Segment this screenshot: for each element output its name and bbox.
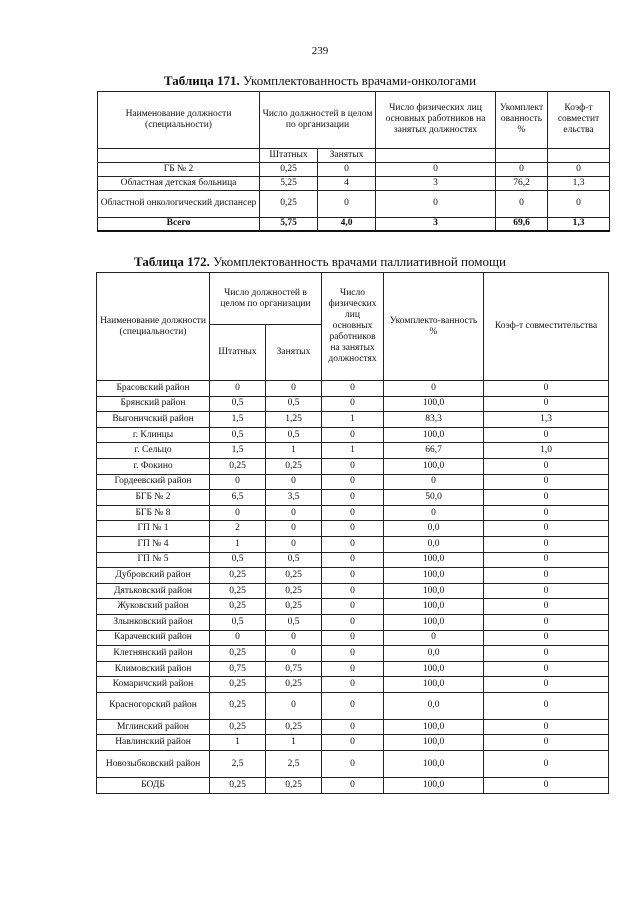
cell-staff: 0,25	[260, 190, 318, 217]
cell-name: ГБ № 2	[98, 162, 260, 176]
cell-filled: 0	[266, 646, 322, 662]
cell-coef: 0	[484, 751, 609, 778]
cell-filled: 0,5	[266, 396, 322, 412]
cell-filled: 0	[318, 162, 376, 176]
cell-persons: 0	[322, 427, 384, 443]
header-pct: Укомплект ованность %	[496, 92, 548, 149]
table-row	[97, 583, 609, 599]
cell-name: БОДБ	[97, 778, 210, 794]
cell-pct: 100,0	[384, 778, 484, 794]
cell-name: Навлинский район	[97, 735, 210, 751]
cell-filled: 4	[318, 176, 376, 190]
cell-pct: 100,0	[384, 751, 484, 778]
cell-staff: 1	[210, 735, 266, 751]
cell-persons: 0	[322, 568, 384, 584]
cell-persons: 0	[322, 735, 384, 751]
cell-filled: 1,25	[266, 412, 322, 428]
table-row	[97, 505, 609, 521]
cell-name: Клетнянский район	[97, 646, 210, 662]
cell-coef: 0	[484, 505, 609, 521]
cell-name: Комаричский район	[97, 677, 210, 693]
table-172-caption-number: Таблица 172.	[134, 254, 210, 269]
cell-staff: 0	[210, 505, 266, 521]
table-row	[97, 599, 609, 615]
table-171-caption	[0, 73, 640, 89]
header-persons: Число физических лиц основных работников на занятых должностях	[322, 273, 384, 381]
table-row	[98, 176, 610, 190]
cell-coef: 0	[484, 521, 609, 537]
cell-pct: 100,0	[384, 396, 484, 412]
cell-coef: 0	[484, 630, 609, 646]
cell-coef: 0	[484, 568, 609, 584]
table-172	[96, 272, 609, 794]
page-number: 239	[311, 45, 329, 57]
cell-name: Злынковский район	[97, 614, 210, 630]
header-name: Наименование должности (специальности)	[98, 92, 260, 149]
total-row	[98, 217, 610, 231]
cell-persons: 0	[322, 646, 384, 662]
cell-coef: 1,0	[484, 443, 609, 459]
cell-filled: 0	[318, 190, 376, 217]
cell-staff: 0,25	[210, 599, 266, 615]
cell-persons: 0	[322, 614, 384, 630]
cell-staff: 0	[210, 630, 266, 646]
cell-staff: 1,5	[210, 443, 266, 459]
cell-staff: 0,25	[260, 162, 318, 176]
table-171	[97, 91, 610, 232]
table-row	[97, 630, 609, 646]
cell-filled: 0	[266, 692, 322, 719]
cell-filled: 1	[266, 735, 322, 751]
cell-pct: 100,0	[384, 583, 484, 599]
cell-coef: 1,3	[548, 217, 610, 231]
cell-filled: 0	[266, 474, 322, 490]
cell-pct: 66,7	[384, 443, 484, 459]
cell-filled: 0,25	[266, 778, 322, 794]
cell-name: БГБ № 8	[97, 505, 210, 521]
cell-pct: 0	[496, 190, 548, 217]
header-blank	[98, 148, 260, 162]
cell-persons: 1	[322, 412, 384, 428]
cell-staff: 6,5	[210, 490, 266, 506]
cell-staff: 0	[210, 474, 266, 490]
table-172-body	[97, 381, 609, 794]
cell-persons: 0	[322, 505, 384, 521]
table-row	[97, 778, 609, 794]
cell-filled: 0,75	[266, 661, 322, 677]
cell-persons: 3	[376, 176, 496, 190]
cell-pct: 0,0	[384, 692, 484, 719]
cell-filled: 0,25	[266, 677, 322, 693]
cell-staff: 0,25	[210, 778, 266, 794]
cell-pct: 100,0	[384, 458, 484, 474]
table-row	[97, 614, 609, 630]
cell-staff: 2	[210, 521, 266, 537]
cell-persons: 0	[322, 490, 384, 506]
cell-pct: 0,0	[384, 521, 484, 537]
cell-coef: 0	[484, 599, 609, 615]
cell-coef: 0	[484, 778, 609, 794]
cell-name: ГП № 4	[97, 536, 210, 552]
cell-name: г. Клинцы	[97, 427, 210, 443]
cell-coef: 0	[484, 661, 609, 677]
cell-staff: 0	[210, 381, 266, 397]
cell-pct: 83,3	[384, 412, 484, 428]
cell-filled: 0,5	[266, 614, 322, 630]
table-row	[97, 735, 609, 751]
cell-filled: 0	[266, 521, 322, 537]
table-row	[98, 162, 610, 176]
header-persons: Число физических лиц основных работников на занятых должностях	[376, 92, 496, 149]
table-172-caption-title: Укомплектованность врачами паллиативной помощи	[209, 254, 506, 269]
cell-filled: 0,5	[266, 552, 322, 568]
cell-pct: 100,0	[384, 719, 484, 735]
table-171-caption-title: Укомплектованность врачами-онкологами	[239, 73, 477, 88]
cell-name: ГП № 5	[97, 552, 210, 568]
cell-filled: 0,25	[266, 458, 322, 474]
cell-pct: 100,0	[384, 599, 484, 615]
cell-coef: 1,3	[548, 176, 610, 190]
cell-pct: 0	[496, 162, 548, 176]
cell-staff: 0,5	[210, 396, 266, 412]
cell-persons: 0	[322, 536, 384, 552]
cell-pct: 69,6	[496, 217, 548, 231]
cell-filled: 0	[266, 536, 322, 552]
cell-coef: 0	[484, 692, 609, 719]
cell-name: Мглинский район	[97, 719, 210, 735]
cell-coef: 0	[484, 474, 609, 490]
header-positions: Число должностей в целом по организации	[260, 92, 376, 148]
table-row	[97, 396, 609, 412]
cell-pct: 100,0	[384, 552, 484, 568]
table-row	[97, 381, 609, 397]
cell-persons: 0	[322, 583, 384, 599]
cell-filled: 2,5	[266, 751, 322, 778]
header-filled: Занятых	[266, 325, 322, 381]
table-row	[97, 661, 609, 677]
cell-filled: 3,5	[266, 490, 322, 506]
cell-name: г. Сельцо	[97, 443, 210, 459]
cell-staff: 1	[210, 536, 266, 552]
cell-staff: 2,5	[210, 751, 266, 778]
cell-name: г. Фокино	[97, 458, 210, 474]
cell-persons: 0	[322, 458, 384, 474]
cell-name: Дубровский район	[97, 568, 210, 584]
cell-staff: 1,5	[210, 412, 266, 428]
cell-staff: 0,25	[210, 677, 266, 693]
cell-coef: 0	[484, 719, 609, 735]
cell-filled: 0,5	[266, 427, 322, 443]
cell-coef: 0	[484, 396, 609, 412]
cell-name: Жуковский район	[97, 599, 210, 615]
cell-persons: 0	[376, 190, 496, 217]
cell-persons: 0	[322, 692, 384, 719]
table-row	[97, 458, 609, 474]
cell-persons: 0	[322, 661, 384, 677]
cell-filled: 1	[266, 443, 322, 459]
cell-coef: 0	[484, 458, 609, 474]
header-filled: Занятых	[318, 148, 376, 162]
cell-filled: 4,0	[318, 217, 376, 231]
cell-persons: 0	[322, 552, 384, 568]
cell-name: Карачевский район	[97, 630, 210, 646]
cell-coef: 1,3	[484, 412, 609, 428]
cell-staff: 0,5	[210, 427, 266, 443]
table-row	[97, 536, 609, 552]
cell-persons: 0	[322, 677, 384, 693]
cell-persons: 0	[376, 162, 496, 176]
cell-persons: 0	[322, 630, 384, 646]
cell-name: Новозыбковский район	[97, 751, 210, 778]
table-row	[97, 692, 609, 719]
cell-staff: 0,5	[210, 614, 266, 630]
cell-staff: 0,5	[210, 552, 266, 568]
header-staff: Штатных	[260, 148, 318, 162]
cell-staff: 0,25	[210, 719, 266, 735]
cell-coef: 0	[484, 536, 609, 552]
cell-name: Областной онкологический диспансер	[98, 190, 260, 217]
table-row	[97, 427, 609, 443]
cell-name: Дятьковский район	[97, 583, 210, 599]
table-row	[97, 552, 609, 568]
cell-name: Выгоничский район	[97, 412, 210, 428]
cell-pct: 0	[384, 505, 484, 521]
cell-staff: 0,25	[210, 458, 266, 474]
table-row	[97, 751, 609, 778]
cell-filled: 0,25	[266, 599, 322, 615]
cell-name: БГБ № 2	[97, 490, 210, 506]
cell-staff: 0,25	[210, 583, 266, 599]
table-row	[98, 190, 610, 217]
cell-pct: 0	[384, 474, 484, 490]
cell-persons: 0	[322, 751, 384, 778]
cell-coef: 0	[484, 552, 609, 568]
cell-coef: 0	[484, 735, 609, 751]
header-coef: Коэф-т совместительства	[484, 273, 609, 381]
table-172-caption	[0, 254, 640, 270]
table-row	[97, 719, 609, 735]
cell-persons: 3	[376, 217, 496, 231]
cell-name: Гордеевский район	[97, 474, 210, 490]
cell-persons: 0	[322, 599, 384, 615]
cell-staff: 0,25	[210, 692, 266, 719]
cell-filled: 0,25	[266, 583, 322, 599]
table-row	[97, 474, 609, 490]
cell-coef: 0	[484, 646, 609, 662]
cell-persons: 0	[322, 396, 384, 412]
cell-coef: 0	[548, 162, 610, 176]
cell-pct: 100,0	[384, 614, 484, 630]
cell-filled: 0,25	[266, 719, 322, 735]
header-pct: Укомплекто-ванность %	[384, 273, 484, 381]
table-row	[97, 521, 609, 537]
cell-persons: 1	[322, 443, 384, 459]
cell-persons: 0	[322, 474, 384, 490]
cell-coef: 0	[484, 614, 609, 630]
cell-persons: 0	[322, 778, 384, 794]
cell-name: Областная детская больница	[98, 176, 260, 190]
cell-persons: 0	[322, 521, 384, 537]
cell-staff: 5,25	[260, 176, 318, 190]
cell-coef: 0	[484, 490, 609, 506]
header-positions: Число должностей в целом по организации	[210, 273, 322, 325]
cell-name: Красногорский район	[97, 692, 210, 719]
cell-coef: 0	[484, 381, 609, 397]
cell-filled: 0	[266, 381, 322, 397]
cell-pct: 100,0	[384, 661, 484, 677]
cell-staff: 0,25	[210, 568, 266, 584]
header-coef: Коэф-т совместит ельства	[548, 92, 610, 149]
cell-filled: 0	[266, 630, 322, 646]
table-171-caption-number: Таблица 171.	[163, 73, 240, 88]
cell-pct: 100,0	[384, 677, 484, 693]
cell-name: Брасовский район	[97, 381, 210, 397]
cell-staff: 0,75	[210, 661, 266, 677]
cell-filled: 0,25	[266, 568, 322, 584]
cell-staff: 0,25	[210, 646, 266, 662]
cell-pct: 76,2	[496, 176, 548, 190]
cell-pct: 100,0	[384, 427, 484, 443]
cell-pct: 100,0	[384, 568, 484, 584]
cell-persons: 0	[322, 381, 384, 397]
cell-staff: 5,75	[260, 217, 318, 231]
cell-coef: 0	[484, 427, 609, 443]
cell-persons: 0	[322, 719, 384, 735]
cell-pct: 0	[384, 381, 484, 397]
cell-coef: 0	[548, 190, 610, 217]
cell-pct: 0,0	[384, 646, 484, 662]
cell-coef: 0	[484, 583, 609, 599]
table-row	[97, 646, 609, 662]
table-171-body	[98, 162, 610, 231]
cell-name: ГП № 1	[97, 521, 210, 537]
table-row	[97, 677, 609, 693]
cell-name: Всего	[98, 217, 260, 231]
table-row	[97, 490, 609, 506]
cell-pct: 0	[384, 630, 484, 646]
cell-filled: 0	[266, 505, 322, 521]
cell-pct: 100,0	[384, 735, 484, 751]
cell-pct: 0,0	[384, 536, 484, 552]
table-row	[97, 568, 609, 584]
header-name: Наименование должности (специальности)	[97, 273, 210, 381]
cell-name: Климовский район	[97, 661, 210, 677]
table-row	[97, 412, 609, 428]
cell-coef: 0	[484, 677, 609, 693]
table-row	[97, 443, 609, 459]
cell-pct: 50,0	[384, 490, 484, 506]
cell-name: Брянский район	[97, 396, 210, 412]
header-staff: Штатных	[210, 325, 266, 381]
